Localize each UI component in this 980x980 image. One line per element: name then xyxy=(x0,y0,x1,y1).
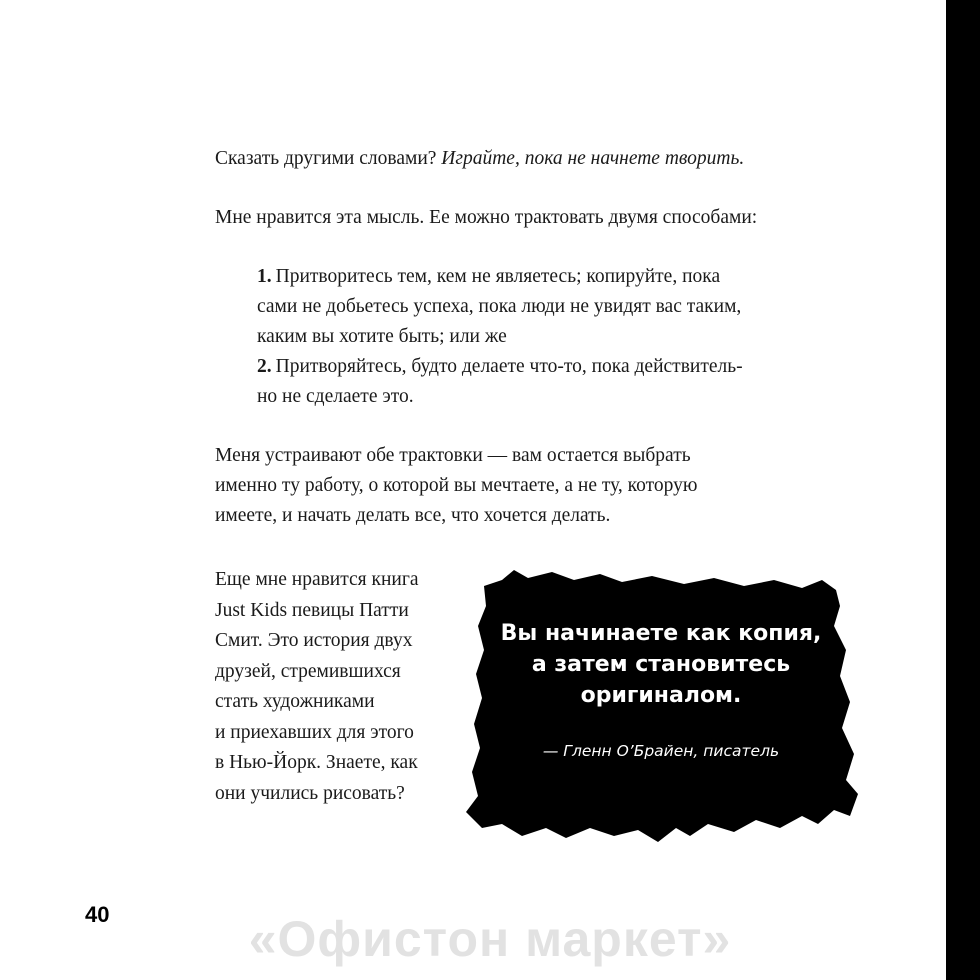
page-number: 40 xyxy=(85,902,110,927)
page-edge-bar xyxy=(946,0,980,980)
paragraph-line: Меня устраивают обе трактовки — вам остается выбрать xyxy=(215,445,691,466)
list-item xyxy=(257,262,743,292)
paragraph-intro xyxy=(215,144,744,174)
paragraph-two-ways: Мне нравится эта мысль. Ее можно трактовать двумя способами: xyxy=(215,207,758,228)
quote-line: Вы начинаете как копия, xyxy=(500,621,822,646)
paragraph-line: Еще мне нравится книга xyxy=(215,569,419,590)
paragraph-line: в Нью-Йорк. Знаете, как xyxy=(215,752,418,773)
quote-author: — Гленн О’Брайен, писатель xyxy=(542,742,780,760)
paragraph-line: и приехавших для этого xyxy=(215,721,414,743)
list-item-text: Притворяйтесь, будто делаете что-то, пока действитель- xyxy=(275,356,743,377)
list-item-text: сами не добьетесь успеха, пока люди не увидят вас таким, xyxy=(257,296,742,317)
quote-text xyxy=(462,618,860,711)
paragraph-line: именно ту работу, о которой вы мечтаете, а не ту, которую xyxy=(215,475,698,496)
paragraph-line: они учились рисовать? xyxy=(215,782,405,804)
paragraph-both-interpretations xyxy=(215,441,697,531)
watermark: «Офистон маркет» xyxy=(248,911,732,967)
paragraph-just-kids xyxy=(215,565,419,809)
list-item-text: но не сделаете это. xyxy=(257,386,414,407)
paragraph-line: стать художниками xyxy=(215,691,375,712)
list-item xyxy=(257,352,743,382)
paragraph-line: Смит. Это история двух xyxy=(215,630,413,651)
quote-line: оригиналом. xyxy=(580,683,742,708)
paragraph-intro-normal: Сказать другими словами? xyxy=(215,148,442,169)
quote-line: а затем становитесь xyxy=(531,652,791,677)
paragraph-line: имеете, и начать делать все, что хочется делать. xyxy=(215,505,611,526)
numbered-list xyxy=(257,262,743,412)
paragraph-intro-italic: Играйте, пока не начнете творить. xyxy=(441,148,745,169)
pull-quote xyxy=(462,566,860,846)
list-item-number: 1. xyxy=(257,266,272,287)
list-item-text: каким вы хотите быть; или же xyxy=(257,326,507,347)
list-item-text: Притворитесь тем, кем не являетесь; копируйте, пока xyxy=(275,266,721,287)
paragraph-line: Just Kids певицы Патти xyxy=(215,599,409,621)
list-item-number: 2. xyxy=(257,356,272,377)
paragraph-line: друзей, стремившихся xyxy=(215,660,401,682)
